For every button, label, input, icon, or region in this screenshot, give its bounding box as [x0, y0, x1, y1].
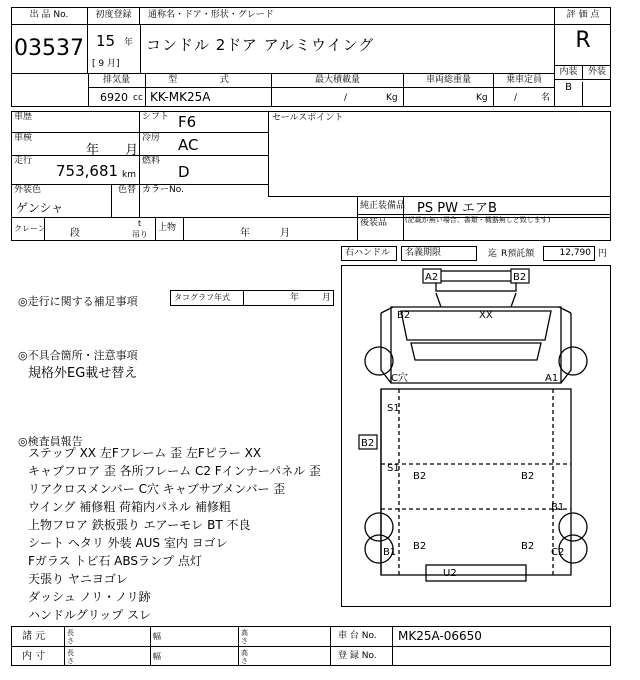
- crane-label: クレーン: [14, 224, 46, 233]
- running-title: ◎走行に関する補足事項: [18, 295, 138, 308]
- model: KK-MK25A: [150, 90, 211, 104]
- jouso-label: 上物: [158, 223, 177, 233]
- inspector-line: ウイング 補修粗 荷箱内パネル 補修粗: [28, 500, 231, 514]
- shogen-label: 諸 元: [22, 631, 46, 642]
- divider: [139, 111, 140, 184]
- equip-value: PS PW エアB: [417, 201, 497, 216]
- exterior-label: 外装: [583, 65, 611, 80]
- tacho-value: 年 月: [290, 293, 331, 303]
- max-load-unit: Kg: [386, 93, 398, 103]
- inspection-value: 年 月: [86, 143, 139, 158]
- divider: [403, 196, 404, 241]
- tsu-text: 迄: [488, 249, 498, 259]
- max-load-label: 最大積載量: [272, 73, 404, 88]
- mark-b1: B1: [551, 502, 565, 513]
- mark-b1: B1: [383, 547, 397, 558]
- mark-c-hole: C穴: [391, 373, 408, 384]
- model-label: 型 式: [146, 73, 272, 88]
- divider: [357, 196, 358, 241]
- divider: [139, 184, 140, 217]
- divider: [493, 88, 494, 107]
- r-mark-label: R預託額: [501, 249, 535, 259]
- capacity-slash: /: [514, 93, 518, 103]
- score-value: R: [575, 28, 591, 53]
- defect-title: ◎不具合箇所・注意事項: [18, 349, 138, 362]
- name-transfer-box: 名義期限: [401, 246, 477, 261]
- mileage-value: 753,681: [56, 162, 119, 180]
- yen-unit: 円: [598, 249, 608, 259]
- divider: [268, 111, 269, 196]
- capacity-label: 乗車定員: [494, 73, 554, 88]
- ac-label: 冷房: [142, 133, 161, 143]
- mark-a1: A1: [545, 373, 559, 384]
- crane-dan: 段: [70, 228, 80, 239]
- displacement: 6920: [100, 91, 128, 104]
- mark-b2: B2: [521, 471, 535, 482]
- mark-u2: U2: [443, 568, 457, 579]
- shift-label: シフト: [142, 112, 170, 122]
- interior-label: 内装: [555, 65, 583, 80]
- inspector-list: [28, 444, 321, 624]
- height-label: 高さ: [241, 649, 248, 665]
- tacho-label: タコグラフ年式: [174, 293, 230, 302]
- mileage-label: 走行: [14, 156, 33, 166]
- inspector-line: 上物フロア 鉄板張り エアーモレ BT 不良: [28, 518, 251, 532]
- mark-b2: B2: [413, 471, 427, 482]
- name-label: 通称名・ドア・形状・グレード: [140, 7, 554, 25]
- color-label: 外装色: [14, 185, 42, 195]
- rhd-box: 右ハンドル: [341, 246, 397, 261]
- height-label: 高さ: [241, 629, 248, 645]
- chassis-value: MK25A-06650: [398, 629, 482, 643]
- mark-b2: B2: [361, 438, 375, 449]
- r-amount: 12,790: [543, 246, 595, 261]
- lot-label: 出 品 No.: [11, 7, 88, 25]
- inspector-line: ハンドルグリップ スレ: [28, 608, 152, 622]
- ac-value: AC: [178, 136, 199, 154]
- max-load-slash: /: [344, 93, 348, 103]
- mark-s1: S1: [387, 403, 400, 414]
- mark-b2: B2: [513, 272, 527, 283]
- divider: [145, 88, 146, 107]
- crane-tsuri: 吊り: [132, 230, 148, 239]
- divider: [88, 73, 89, 107]
- mark-b2: B2: [521, 541, 535, 552]
- displacement-label: 排気量: [88, 73, 146, 88]
- cc-unit: cc: [133, 93, 143, 103]
- gross-label: 車両総重量: [404, 73, 494, 88]
- divider: [44, 217, 45, 241]
- mark-b2: B2: [413, 541, 427, 552]
- first-reg-label: 初度登録: [88, 7, 140, 25]
- first-reg-year: 15: [96, 32, 116, 50]
- score-label: 評 価 点: [555, 7, 611, 25]
- inspector-line: キャブフロア 歪 各所フレーム C2 Fインナーパネル 歪: [28, 464, 321, 478]
- inspector-line: Fガラス トビ石 ABSランプ 点灯: [28, 554, 202, 568]
- mark-xx: XX: [479, 310, 493, 321]
- mark-c2: C2: [551, 547, 565, 558]
- divider: [392, 626, 393, 666]
- divider: [11, 646, 611, 647]
- inspector-title: ◎検査員報告: [18, 435, 83, 448]
- inspector-line: シート ヘタリ 外装 AUS 室内 ヨゴレ: [28, 536, 228, 550]
- divider: [150, 626, 151, 666]
- divider: [403, 88, 404, 107]
- length-label: 長さ: [67, 649, 74, 665]
- jouso-month: 月: [280, 228, 290, 239]
- mark-b2: B2: [397, 310, 411, 321]
- divider: [271, 88, 272, 107]
- equip-label: 純正装備品: [360, 201, 406, 211]
- length-label: 長さ: [67, 629, 74, 645]
- naigata-label: 内 寸: [22, 651, 46, 662]
- defect-line: 規格外EG載せ替え: [28, 366, 138, 381]
- fuel-value: D: [178, 163, 190, 181]
- mark-s1: S1: [387, 463, 400, 474]
- color-value: ゲンシャ: [16, 201, 64, 215]
- width-label: 幅: [153, 632, 161, 641]
- color-no-label: カラーNo.: [142, 185, 184, 195]
- history-label: 車歴: [14, 112, 33, 122]
- divider: [243, 290, 244, 306]
- divider: [330, 626, 331, 666]
- crane-t: t: [138, 219, 142, 228]
- jouso-year: 年: [240, 228, 250, 239]
- interior-value: B: [555, 82, 583, 107]
- inspector-line: 天張り ヤニヨゴレ: [28, 572, 128, 586]
- divider: [183, 217, 184, 241]
- mark-a2: A2: [425, 272, 439, 283]
- chassis-label: 車 台 No.: [338, 631, 377, 641]
- color-sub-label: 色替: [118, 185, 137, 195]
- capacity-unit: 名: [541, 93, 551, 103]
- divider: [238, 626, 239, 666]
- year-unit: 年: [124, 38, 134, 48]
- lot-number: 03537: [11, 25, 88, 73]
- reg-label: 登 録 No.: [338, 651, 377, 661]
- divider: [64, 626, 65, 666]
- fuel-label: 燃料: [142, 156, 161, 166]
- truck-diagram: [341, 265, 611, 607]
- inspector-line: リアクロスメンバー C穴 キャブサブメンバー 歪: [28, 482, 286, 496]
- inspector-line: ステップ XX 左Fフレーム 歪 左Fピラー XX: [28, 446, 262, 460]
- first-reg-month: [ 9 月]: [92, 59, 120, 69]
- shift-value: F6: [178, 113, 197, 131]
- inspector-line: ダッシュ ノリ・ノリ跡: [28, 590, 151, 604]
- aftermarket-label: 後装品: [360, 218, 388, 228]
- gross-unit: Kg: [476, 93, 488, 103]
- width-label: 幅: [153, 652, 161, 661]
- inspection-label: 車検: [14, 133, 33, 143]
- divider: [111, 184, 112, 217]
- divider: [155, 217, 156, 241]
- car-name: コンドル 2ドア アルミウイング: [146, 36, 375, 54]
- sales-label: セールスポイント: [272, 113, 344, 123]
- aftermarket-note: (記載が無い場合、書類・機器無しと致します): [405, 216, 551, 224]
- mileage-unit: km: [122, 170, 136, 180]
- divider: [140, 25, 141, 73]
